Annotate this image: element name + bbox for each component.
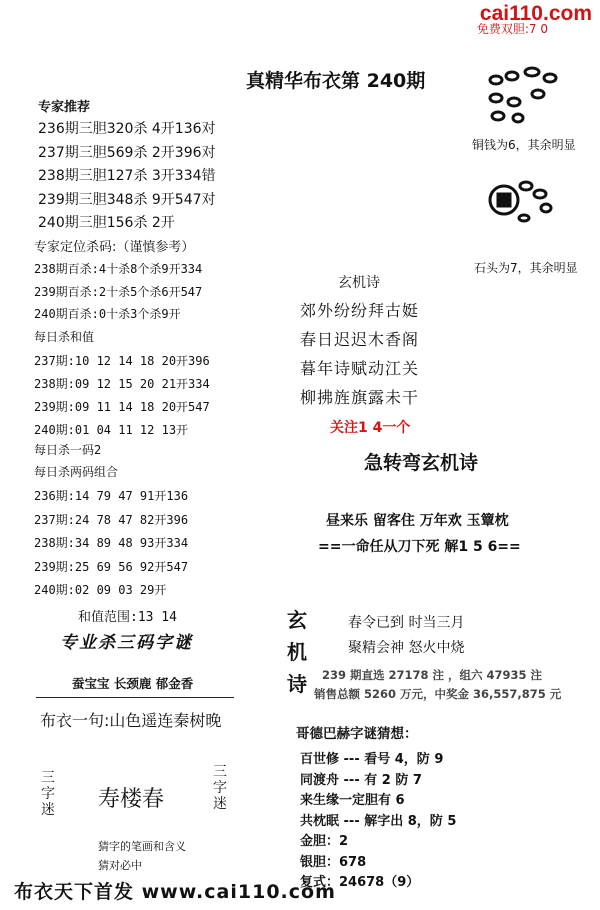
page-title: 真精华布衣第 240期 [246,70,426,92]
xuanji2-line2: 聚精会神 怒火中烧 [348,640,465,656]
poem-line: 春日迟迟木香阁 [300,330,420,349]
kill-two-row: 239期:25 69 56 92开547 [34,559,189,574]
brand-tagline: 免费双胆:7 0 [476,22,548,36]
hint-2: 猜对必中 [98,859,142,872]
riddle-title: 专业杀三码字谜 [60,633,193,653]
sanzi-char: 迷 [213,796,227,812]
sum-range: 和值范围:13 14 [78,610,177,625]
position-row: 240期百杀:0十杀3个杀9开 [34,307,181,321]
buyi-sentence: 布衣一句:山色遥连秦树晚 [40,711,222,730]
kill-two-row: 240期:02 09 03 29开 [34,583,167,597]
position-row: 239期百杀:2十杀5个杀6开547 [34,284,203,299]
sums-row: 240期:01 04 11 12 13开 [34,423,189,437]
xuanji-heading: 玄机诗 [338,275,380,291]
riddle-words-line: 昼来乐 留客住 万年欢 玉簟枕 [326,513,509,529]
vertical-char: 诗 [287,672,307,696]
kill-two-row: 236期:14 79 47 91开136 [34,489,189,503]
goldbach-row: 共枕眠 --- 解字出 8，防 5 [300,813,457,829]
goldbach-list [300,750,456,894]
stats-line-1: 239 期直选 27178 注 ，组六 47935 注 [322,668,543,682]
sums-row: 237期:10 12 14 18 20开396 [34,354,210,368]
sanzi-char: 三 [213,764,227,780]
shoulou-chun: 寿楼春 [98,787,165,812]
kill-two-list [34,485,188,603]
footer-url: 布衣天下首发 www.cai110.com [14,881,336,903]
sanzi-char: 三 [41,770,55,786]
xuanji-vertical [287,604,307,700]
stats-line-2: 销售总额 5260 万元，中奖金 36,557,875 元 [314,687,562,701]
copper-coin-chain-picture [484,54,564,126]
vertical-char: 机 [287,640,307,664]
expert-row: 237期三胆569杀 2开396对 [38,144,216,161]
expert-row: 238期三胆127杀 3开334错 [38,168,216,184]
kill-two-row: 237期:24 78 47 82开396 [34,512,189,527]
xuanji2-line1: 春令已到 时当三月 [348,615,465,631]
hint-1: 猜字的笔画和含义 [98,840,186,853]
goldbach-row: 金胆：2 [300,834,349,849]
goldbach-row: 复式：24678（9） [300,875,420,890]
position-heading: 专家定位杀码:（谨慎参考） [34,240,195,255]
kill-two-row: 238期:34 89 48 93开334 [34,536,189,550]
expert-row: 239期三胆348杀 9开547对 [38,191,216,208]
expert-heading: 专家推荐 [38,100,91,115]
goldbach-row: 来生缘一定胆有 6 [300,793,405,808]
sums-row: 238期:09 12 15 20 21开334 [34,377,210,391]
sanzi-char: 字 [41,786,55,802]
riddle-poem-title: 急转弯玄机诗 [364,452,479,474]
sanzi-left [40,770,56,818]
divider [36,697,234,698]
vertical-char: 玄 [287,608,307,632]
goldbach-row: 百世修 --- 看号 4，防 9 [300,752,444,767]
goldbach-row: 同渡舟 --- 有 2 防 7 [300,772,422,788]
kill-one: 每日杀一码2 [34,443,102,457]
sums-row: 239期:09 11 14 18 20开547 [34,400,210,414]
goldbach-row: 银胆：678 [300,854,367,870]
sanzi-right [212,764,228,812]
brand-logo-text: cai110.com [479,2,592,25]
riddle-words: 蚕宝宝 长颈鹿 郁金香 [72,676,194,691]
sums-list [34,350,210,442]
poem-line: 暮年诗赋动江关 [300,359,420,378]
expert-row: 240期三胆156杀 2开 [38,215,175,231]
copper-caption: 铜钱为6，其余明显 [472,138,576,152]
kill-two-heading: 每日杀两码组合 [34,465,119,479]
poem-line: 柳拂旌旗露未干 [300,388,420,407]
sanzi-char: 迷 [41,802,55,818]
goldbach-heading: 哥德巴赫字谜猜想： [296,726,418,742]
stone-chain-picture [484,172,560,228]
position-list [34,258,202,326]
stone-caption: 石头为7，其余明显 [474,261,578,275]
position-row: 238期百杀:4十杀8个杀9开334 [34,262,203,276]
expert-list [38,118,216,236]
focus-note: 关注1 4一个 [330,420,411,436]
riddle-clue-line: ==一命任从刀下死 解1 5 6== [318,539,521,555]
sums-heading: 每日杀和值 [34,330,95,344]
expert-row: 236期三胆320杀 4开136对 [38,121,216,137]
poem-line: 郊外纷纷拜古娗 [300,301,420,320]
sanzi-char: 字 [213,780,227,796]
